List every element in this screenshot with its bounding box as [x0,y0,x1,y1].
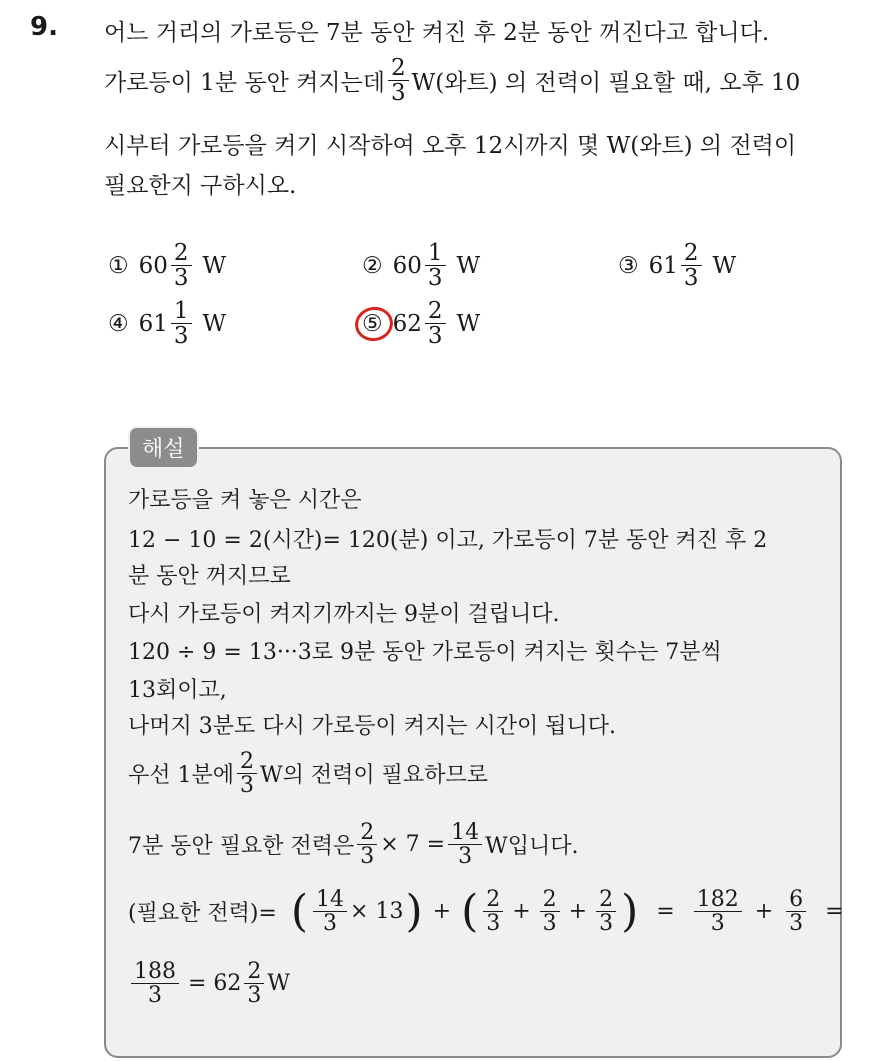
fraction-numerator: 2 [357,821,377,845]
choice-number-glyph: ⑤ [362,310,383,337]
choice-whole: 61 [648,252,678,279]
line-text: 7분 동안 필요한 전력은 [128,834,355,860]
line-fraction [131,960,179,1007]
fraction-denominator: 3 [427,323,443,350]
fraction-numerator: 188 [131,960,179,984]
question-line-2 [104,56,800,105]
fraction-denominator: 3 [390,80,406,107]
right-paren: ) [405,885,423,937]
choice-4[interactable] [108,299,226,348]
fraction-numerator: 2 [681,241,702,266]
question-number: 9. [30,12,58,42]
line-text: + [512,899,531,925]
fraction-numerator: 2 [388,56,409,81]
fraction-numerator: 1 [425,241,446,266]
fraction-denominator: 3 [240,773,254,799]
line-fraction [786,888,806,935]
choice-unit: W [202,252,227,279]
line-fraction [357,821,377,868]
question-fraction [388,56,409,105]
line-fraction [448,821,482,868]
choice-number [362,311,383,337]
question-line-3: 시부터 가로등을 켜기 시작하여 오후 12시까지 몇 W(와트) 의 전력이 [104,133,797,159]
fraction-denominator: 3 [683,265,699,292]
choice-unit: W [456,252,481,279]
fraction-denominator: 3 [148,983,162,1009]
solution-line-10 [128,885,844,937]
choice-fraction [171,241,192,290]
solution-line-1: 가로등을 켜 놓은 시간은 [128,488,362,513]
line-text: W의 전력이 필요하므로 [260,763,488,789]
fraction-denominator: 3 [710,911,725,937]
choice-fraction [425,241,446,290]
fraction-numerator: 6 [786,888,806,912]
line-text: W [267,971,291,997]
choice-unit: W [202,310,227,337]
fraction-numerator: 2 [540,888,560,912]
fraction-numerator: 182 [694,888,742,912]
line-text: × 7 = [380,832,446,858]
solution-line-7: 나머지 3분도 다시 가로등이 켜지는 시간이 됩니다. [128,714,616,739]
line-text: = [656,899,675,925]
question-line-4: 필요한지 구하시오. [104,173,297,199]
choice-fraction [681,241,702,290]
fraction-numerator: 1 [171,299,192,324]
line-fraction [596,888,616,935]
question-line-2-text-a: 가로등이 1분 동안 켜지는데 [104,70,385,97]
choice-whole: 60 [392,252,422,279]
fraction-numerator: 2 [425,299,446,324]
solution-line-5: 120 ÷ 9 = 13···3로 9분 동안 가로등이 켜지는 횟수는 7분씩 [128,640,722,665]
fraction-denominator: 3 [542,911,557,937]
fraction-numerator: 2 [244,960,264,984]
choice-fraction [171,299,192,348]
fraction-numerator: 2 [483,888,503,912]
line-text: (필요한 전력)= [128,901,277,927]
line-text: + [754,899,774,925]
line-fraction [483,888,503,935]
choice-1[interactable] [108,241,226,290]
fraction-numerator: 2 [596,888,616,912]
fraction-denominator: 3 [173,323,189,350]
choice-unit: W [456,310,481,337]
line-fraction [237,750,257,797]
line-text: = 62 [188,971,242,997]
choice-unit: W [712,252,737,279]
fraction-denominator: 3 [173,265,189,292]
line-fraction [694,888,742,935]
solution-line-3: 분 동안 꺼지므로 [128,564,291,589]
left-paren: ( [290,885,309,937]
line-fraction [244,960,264,1007]
right-paren: ) [621,885,639,937]
fraction-numerator: 14 [448,821,482,845]
line-text: 우선 1분에 [128,763,234,789]
solution-line-8 [128,750,488,797]
fraction-denominator: 3 [427,265,443,292]
fraction-numerator: 2 [171,241,192,266]
fraction-denominator: 3 [247,983,262,1009]
fraction-numerator: 14 [313,888,347,912]
choice-whole: 62 [392,310,422,337]
choice-number: ④ [108,310,129,337]
choice-number: ② [362,252,383,279]
line-text: × 13 [350,899,404,925]
left-paren: ( [461,885,479,937]
fraction-denominator: 3 [599,911,614,937]
line-text: W입니다. [485,834,579,860]
line-text: + [568,899,588,925]
choice-2[interactable] [362,241,480,290]
choice-5[interactable] [362,299,480,348]
choice-whole: 60 [138,252,168,279]
fraction-denominator: 3 [789,911,804,937]
choice-whole: 61 [138,310,168,337]
line-text: + [432,899,452,925]
fraction-denominator: 3 [458,844,473,870]
fraction-numerator: 2 [237,750,257,774]
solution-line-2: 12 − 10 = 2(시간)= 120(분) 이고, 가로등이 7분 동안 켜진 후 2 [128,528,768,553]
line-fraction [540,888,560,935]
solution-line-11 [128,960,290,1007]
question-line-2-text-b: W(와트) 의 전력이 필요할 때, 오후 10 [411,70,801,97]
choice-fraction [425,299,446,348]
solution-line-4: 다시 가로등이 켜지기까지는 9분이 걸립니다. [128,602,560,627]
fraction-denominator: 3 [360,844,375,870]
line-text: = [825,899,844,925]
question-line-1: 어느 거리의 가로등은 7분 동안 켜진 후 2분 동안 꺼진다고 합니다. [104,20,770,46]
answer-circle-mark [352,303,396,344]
fraction-denominator: 3 [486,911,501,937]
solution-line-9 [128,821,578,868]
fraction-denominator: 3 [323,911,338,937]
choice-number: ① [108,252,129,279]
choice-3[interactable] [618,241,736,290]
solution-line-6: 13회이고, [128,678,227,703]
line-fraction [313,888,347,935]
choice-number: ③ [618,252,639,279]
solution-tag: 해설 [128,426,199,469]
